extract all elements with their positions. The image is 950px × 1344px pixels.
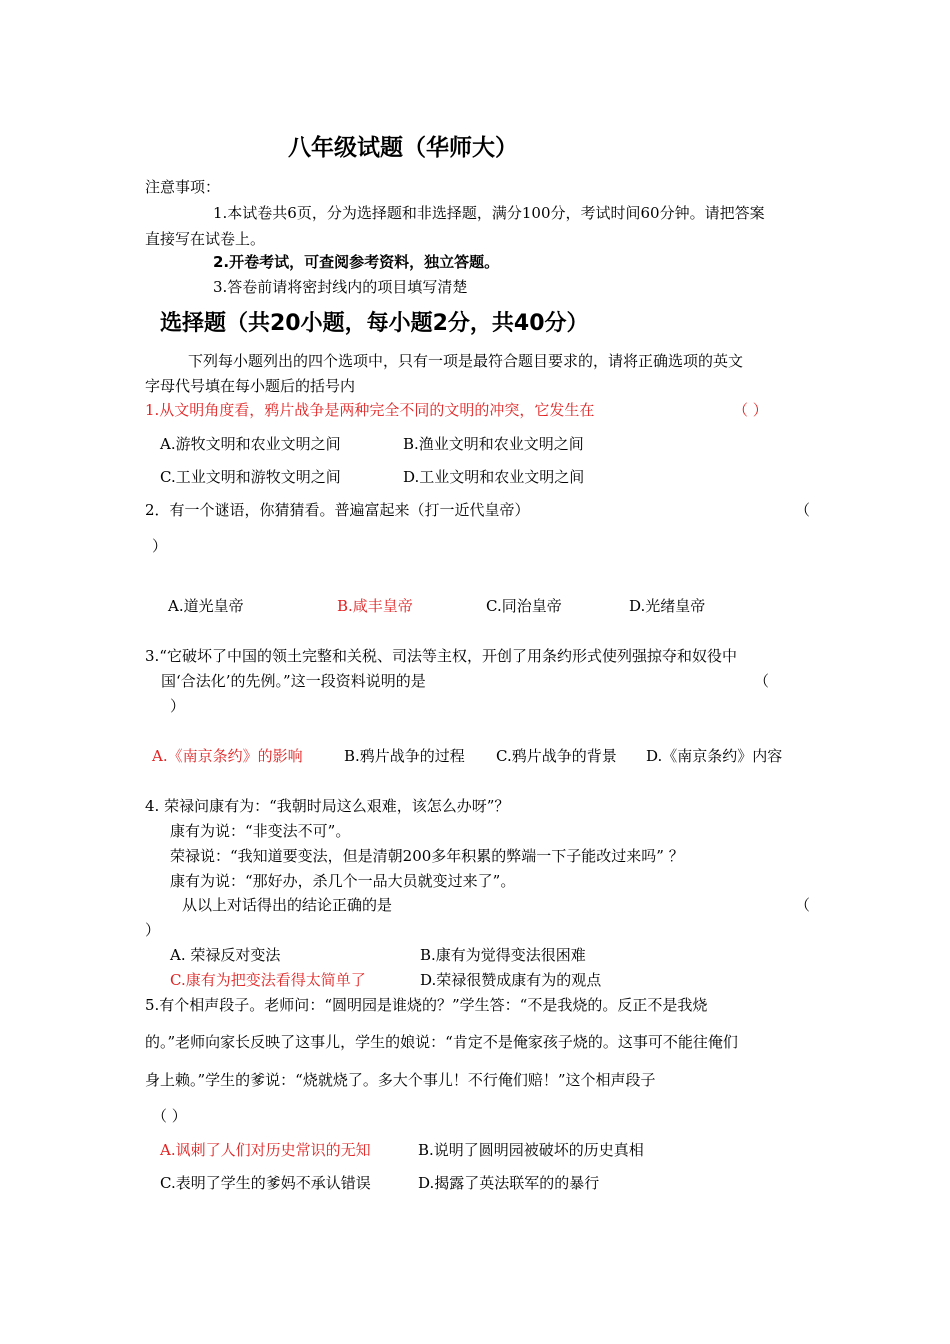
option-a: A.《南京条约》的影响 bbox=[152, 747, 303, 765]
answer-bracket: （ ） bbox=[152, 1107, 187, 1125]
question-stem-cont: 身上赖。”学生的爹说：“烧就烧了。多大个事儿！不行俺们赔！”这个相声段子 bbox=[145, 1071, 656, 1089]
option-a: A.讽刺了人们对历史常识的无知 bbox=[160, 1141, 371, 1159]
option-c: C.康有为把变法看得太简单了 bbox=[170, 971, 366, 989]
answer-bracket-open: （ bbox=[795, 501, 811, 519]
notice-item-2: 2.开卷考试，可查阅参考资料，独立答题。 bbox=[213, 253, 500, 271]
option-b: B.鸦片战争的过程 bbox=[344, 747, 465, 765]
option-b: B.咸丰皇帝 bbox=[337, 597, 413, 615]
answer-bracket-open: （ bbox=[754, 672, 770, 690]
question-stem: 2．有一个谜语，你猜猜看。普遍富起来（打一近代皇帝） bbox=[145, 501, 530, 519]
question-stem-cont: 国‘合法化’的先例。”这一段资料说明的是 bbox=[161, 672, 426, 690]
notice-item-1-cont: 直接写在试卷上。 bbox=[145, 230, 266, 248]
section-title: 选择题（共20小题，每小题2分，共40分） bbox=[160, 311, 589, 336]
option-b: B.渔业文明和农业文明之间 bbox=[403, 435, 584, 453]
dialogue-line: 康有为说：“非变法不可”。 bbox=[170, 822, 351, 840]
page-title: 八年级试题（华师大） bbox=[288, 135, 518, 161]
question-stem: 5.有个相声段子。老师问：“圆明园是谁烧的？”学生答：“不是我烧的。反正不是我烧 bbox=[145, 996, 708, 1014]
question-stem: 1.从文明角度看，鸦片战争是两种完全不同的文明的冲突，它发生在 bbox=[145, 401, 595, 419]
section-instructions-cont: 字母代号填在每小题后的括号内 bbox=[145, 377, 356, 395]
option-b: B.说明了圆明园被破坏的历史真相 bbox=[418, 1141, 644, 1159]
option-c: C.同治皇帝 bbox=[486, 597, 562, 615]
option-b: B.康有为觉得变法很困难 bbox=[420, 946, 586, 964]
answer-bracket-open: （ bbox=[795, 896, 811, 914]
section-instructions: 下列每小题列出的四个选项中，只有一项是最符合题目要求的，请将正确选项的英文 bbox=[188, 352, 744, 370]
option-c: C.表明了学生的爹妈不承认错误 bbox=[160, 1174, 371, 1192]
answer-bracket: （ ） bbox=[733, 401, 768, 419]
question-stem: 从以上对话得出的结论正确的是 bbox=[182, 896, 393, 914]
answer-bracket-close: ） bbox=[152, 537, 168, 555]
notice-heading: 注意事项： bbox=[145, 178, 221, 196]
answer-bracket-close: ） bbox=[145, 921, 161, 939]
option-d: D.荣禄很赞成康有为的观点 bbox=[420, 971, 602, 989]
dialogue-line: 康有为说：“那好办，杀几个一品大员就变过来了”。 bbox=[170, 872, 516, 890]
notice-item-3: 3.答卷前请将密封线内的项目填写清楚 bbox=[213, 278, 468, 296]
notice-item-1: 1.本试卷共6页，分为选择题和非选择题，满分100分，考试时间60分钟。请把答案 bbox=[213, 204, 765, 222]
option-a: A.道光皇帝 bbox=[168, 597, 244, 615]
option-a: A.游牧文明和农业文明之间 bbox=[160, 435, 341, 453]
question-stem: 3.“它破坏了中国的领土完整和关税、司法等主权，开创了用条约形式使列强掠夺和奴役中 bbox=[145, 647, 737, 665]
option-d: D.工业文明和农业文明之间 bbox=[403, 468, 585, 486]
option-d: D.光绪皇帝 bbox=[629, 597, 706, 615]
option-c: C.工业文明和游牧文明之间 bbox=[160, 468, 341, 486]
dialogue-line: 荣禄说：“我知道要变法，但是清朝200多年积累的弊端一下子能改过来吗” ？ bbox=[170, 847, 684, 865]
option-a: A. 荣禄反对变法 bbox=[170, 946, 281, 964]
answer-bracket-close: ） bbox=[170, 697, 186, 715]
option-c: C.鸦片战争的背景 bbox=[496, 747, 617, 765]
question-stem-cont: 的。”老师向家长反映了这事儿，学生的娘说：“肯定不是俺家孩子烧的。这事可不能往俺们 bbox=[145, 1033, 738, 1051]
dialogue-line: 4. 荣禄问康有为：“我朝时局这么艰难，该怎么办呀”？ bbox=[145, 797, 510, 815]
option-d: D.揭露了英法联军的的暴行 bbox=[418, 1174, 600, 1192]
option-d: D.《南京条约》内容 bbox=[646, 747, 783, 765]
